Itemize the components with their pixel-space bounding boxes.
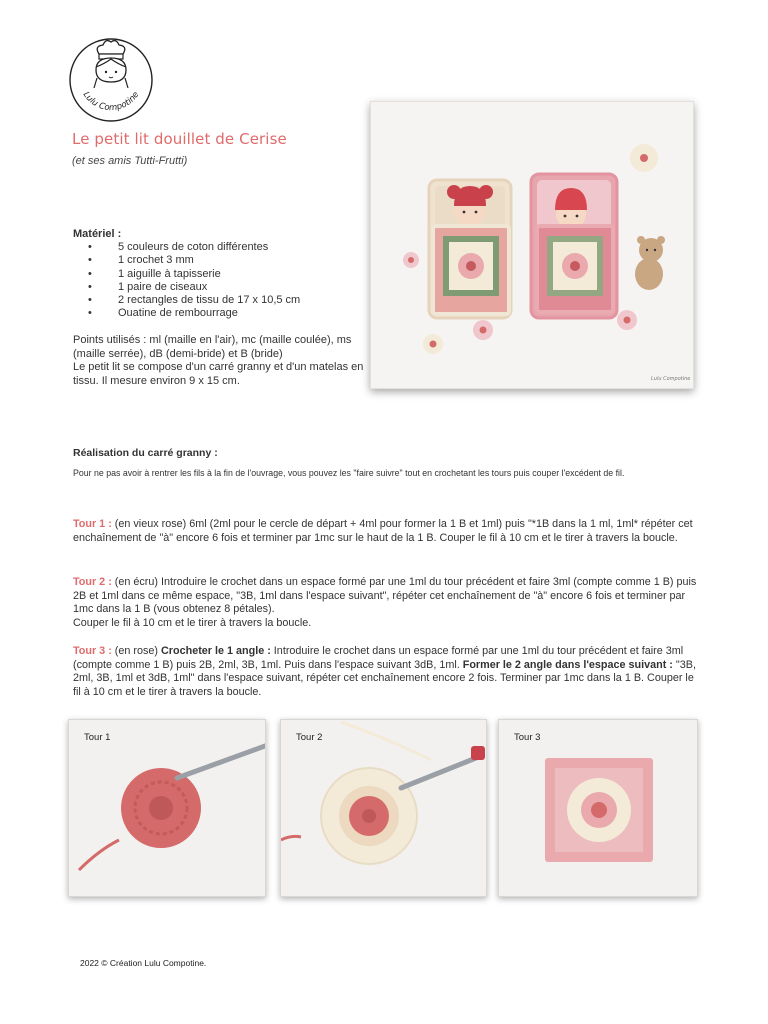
step-photo-tour-2 [280, 719, 487, 897]
svg-text:Lulu Compotine [81, 90, 142, 113]
tour-2-text: (en écru) Introduire le crochet dans un espace formé par une 1ml du tour précédent et faire 3ml (compte comme 1 B) puis 2B et 1ml dans ce même espace, "3B, 1ml dans l'espace suivant", répéter cet enchaînement de "à" encore 6 fois et terminer par 1mc dans la 1 B (vous obtenez 8 pétales). [73, 576, 697, 615]
logo-emblem [66, 34, 156, 126]
materials-list [73, 241, 373, 320]
tour-2-illustration [281, 720, 487, 897]
list-item: • 1 paire de ciseaux [73, 281, 373, 294]
tour-2-text-end: Couper le fil à 10 cm et le tirer à travers la boucle. [73, 616, 312, 629]
step-label: Tour 1 [84, 732, 111, 743]
tour-3-bold-b: Former le 2 angle dans l'espace suivant : [462, 658, 673, 671]
tour-1-illustration [69, 720, 266, 897]
tour-3-bold-a: Crocheter le 1 angle : [161, 645, 271, 657]
tour-3-instructions [73, 645, 703, 699]
tour-3-text-a: (en rose) [111, 645, 161, 657]
tour-3-label: Tour 3 : [73, 645, 112, 657]
tour-2-label: Tour 2 : [73, 576, 112, 588]
tour-2-instructions [73, 576, 703, 630]
list-item: • 2 rectangles de tissu de 17 x 10,5 cm [73, 294, 373, 307]
stitches-text: Points utilisés : ml (maille en l'air), mc (maille coulée), ms (maille serrée), dB (demi-bride) et B (bride) [73, 334, 352, 360]
tour-3-text-c: "3B, 2ml, 3B, 1ml et 3dB, 1ml" dans l'espace suivant, répéter cet enchaînement encore 2 fois. Terminer par 1mc dans la 1 B. Couper le fil à 10 cm et le tirer à travers la boucle. [73, 658, 696, 698]
logo [66, 34, 156, 126]
page-subtitle: (et ses amis Tutti-Frutti) [72, 155, 188, 167]
list-item: • 1 aiguille à tapisserie [73, 268, 373, 281]
main-photo [370, 101, 694, 389]
description-text: Le petit lit se compose d'un carré granny et d'un matelas en tissu. Il mesure environ 9 x 15 cm. [73, 361, 364, 387]
crochet-beds-illustration [371, 102, 695, 390]
materials-heading: Matériel : [73, 228, 122, 240]
footer-copyright: 2022 © Création Lulu Compotine. [80, 958, 207, 968]
stitches-block [73, 334, 373, 388]
logo-text: Lulu Compotine [80, 90, 142, 114]
list-item: • 5 couleurs de coton différentes [73, 241, 373, 254]
photo-signature: Lulu Compotine [651, 376, 691, 382]
tour-3-text-b: Introduire le crochet dans un espace formé par une 1ml du tour précédent et faire 3ml (compte comme 1 B) puis 2B, 2ml, 3B, 1ml. Puis dans l'espace suivant 3dB, 1ml. [73, 645, 684, 671]
tour-1-instructions [73, 518, 703, 545]
tour-1-text: (en vieux rose) 6ml (2ml pour le cercle de départ + 4ml pour former la 1 B et 1ml) puis "*1B dans la 1 ml, 1ml* répéter cet enchaînement de "à" encore 6 fois et terminer par 1mc sur le haut de la 1 B. Couper le fil à 10 cm et le tirer à travers la boucle. [73, 518, 693, 544]
step-photo-tour-3 [498, 719, 698, 897]
tour-3-illustration [499, 720, 698, 897]
list-item: • 1 crochet 3 mm [73, 254, 373, 267]
step-label: Tour 2 [296, 732, 323, 743]
tour-1-label: Tour 1 : [73, 518, 112, 530]
step-photo-tour-1 [68, 719, 266, 897]
page-title: Le petit lit douillet de Cerise [72, 130, 287, 148]
step-label: Tour 3 [514, 732, 541, 743]
section-intro: Pour ne pas avoir à rentrer les fils à la fin de l'ouvrage, vous pouvez les "faire suivre" tout en crochetant les tours puis couper l'excédent de fil. [73, 468, 625, 478]
list-item: • Ouatine de rembourrage [73, 307, 373, 320]
materials-block [73, 228, 373, 320]
section-heading: Réalisation du carré granny : [73, 447, 218, 459]
